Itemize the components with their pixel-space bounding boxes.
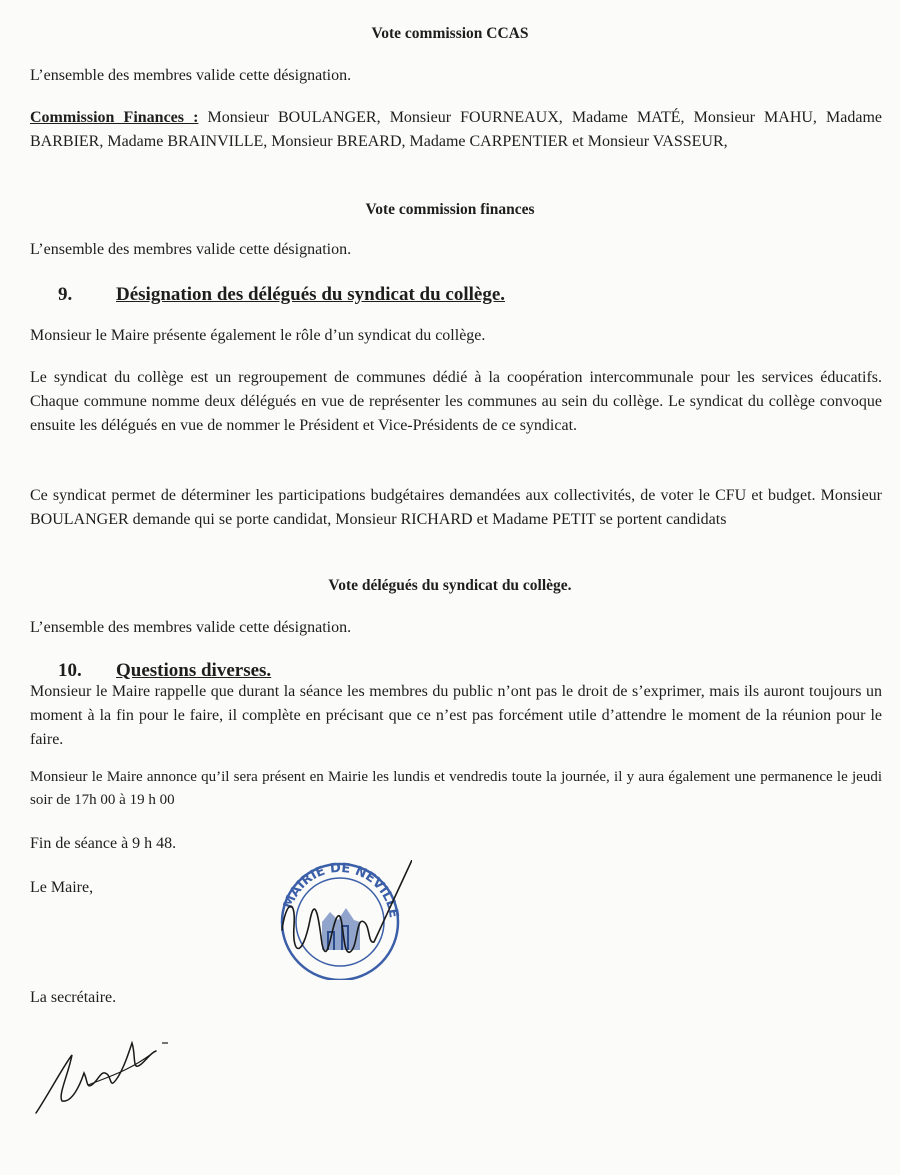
commission-finances-label: Commission Finances : (30, 109, 199, 126)
section-9-paragraph-1: Monsieur le Maire présente également le rôle d’un syndicat du collège. (30, 327, 486, 344)
stamp-text: MAIRIE DE NEVILLE (280, 860, 401, 919)
section-9-heading (58, 282, 505, 308)
vote-ccas-heading: Vote commission CCAS (371, 25, 529, 42)
commission-finances-members: Monsieur BOULANGER, Monsieur FOURNEAUX, Madame MATÉ, Monsieur MAHU, Madame BARBIER, Madame BRAINVILLE, Monsieur BREARD, Madame CARPENTIER et Monsieur VASSEUR, (30, 109, 882, 150)
maire-signature-label: Le Maire, (30, 879, 94, 896)
vote-finances-heading: Vote commission finances (365, 201, 535, 218)
section-9-paragraph-2: Le syndicat du collège est un regroupement de communes dédié à la coopération intercommunale pour les services éducatifs. Chaque commune nomme deux délégués en vue de représenter les communes au sein du collège. Le syndicat du collège convoque ensuite les délégués en vue de nommer le Président et Vice-Présidents de ce syndicat. (30, 369, 882, 434)
section-9-number: 9. (58, 284, 73, 305)
section-10-paragraph-2: Monsieur le Maire annonce qu’il sera présent en Mairie les lundis et vendredis toute la journée, il y aura également une permanence le jeudi soir de 17h 00 à 19 h 00 (30, 769, 882, 808)
commission-finances-paragraph (30, 106, 882, 154)
secretaire-signature-label: La secrétaire. (30, 989, 117, 1006)
validation-text-3: L’ensemble des membres valide cette désignation. (30, 619, 352, 636)
vote-delegues-heading: Vote délégués du syndicat du collège. (328, 577, 572, 594)
section-10-number: 10. (58, 660, 82, 681)
mairie-stamp-with-signature (272, 860, 412, 980)
end-of-session-text: Fin de séance à 9 h 48. (30, 835, 177, 852)
validation-text-1: L’ensemble des membres valide cette désignation. (30, 67, 352, 84)
section-9-title: Désignation des délégués du syndicat du collège. (116, 284, 506, 305)
validation-text-2: L’ensemble des membres valide cette désignation. (30, 241, 352, 258)
section-10-title: Questions diverses. (116, 660, 272, 681)
section-10-paragraph-1: Monsieur le Maire rappelle que durant la séance les membres du public n’ont pas le droit de s’exprimer, mais ils auront toujours un moment à la fin pour le faire, il complète en précisant que ce n’est pas forcément utile d’attendre le moment de la réunion pour le faire. (30, 683, 882, 748)
secretaire-signature (28, 1025, 178, 1120)
section-9-paragraph-3: Ce syndicat permet de déterminer les participations budgétaires demandées aux collectivités, de voter le CFU et budget. Monsieur BOULANGER demande qui se porte candidat, Monsieur RICHARD et Madame PETIT se portent candidats (30, 487, 882, 528)
